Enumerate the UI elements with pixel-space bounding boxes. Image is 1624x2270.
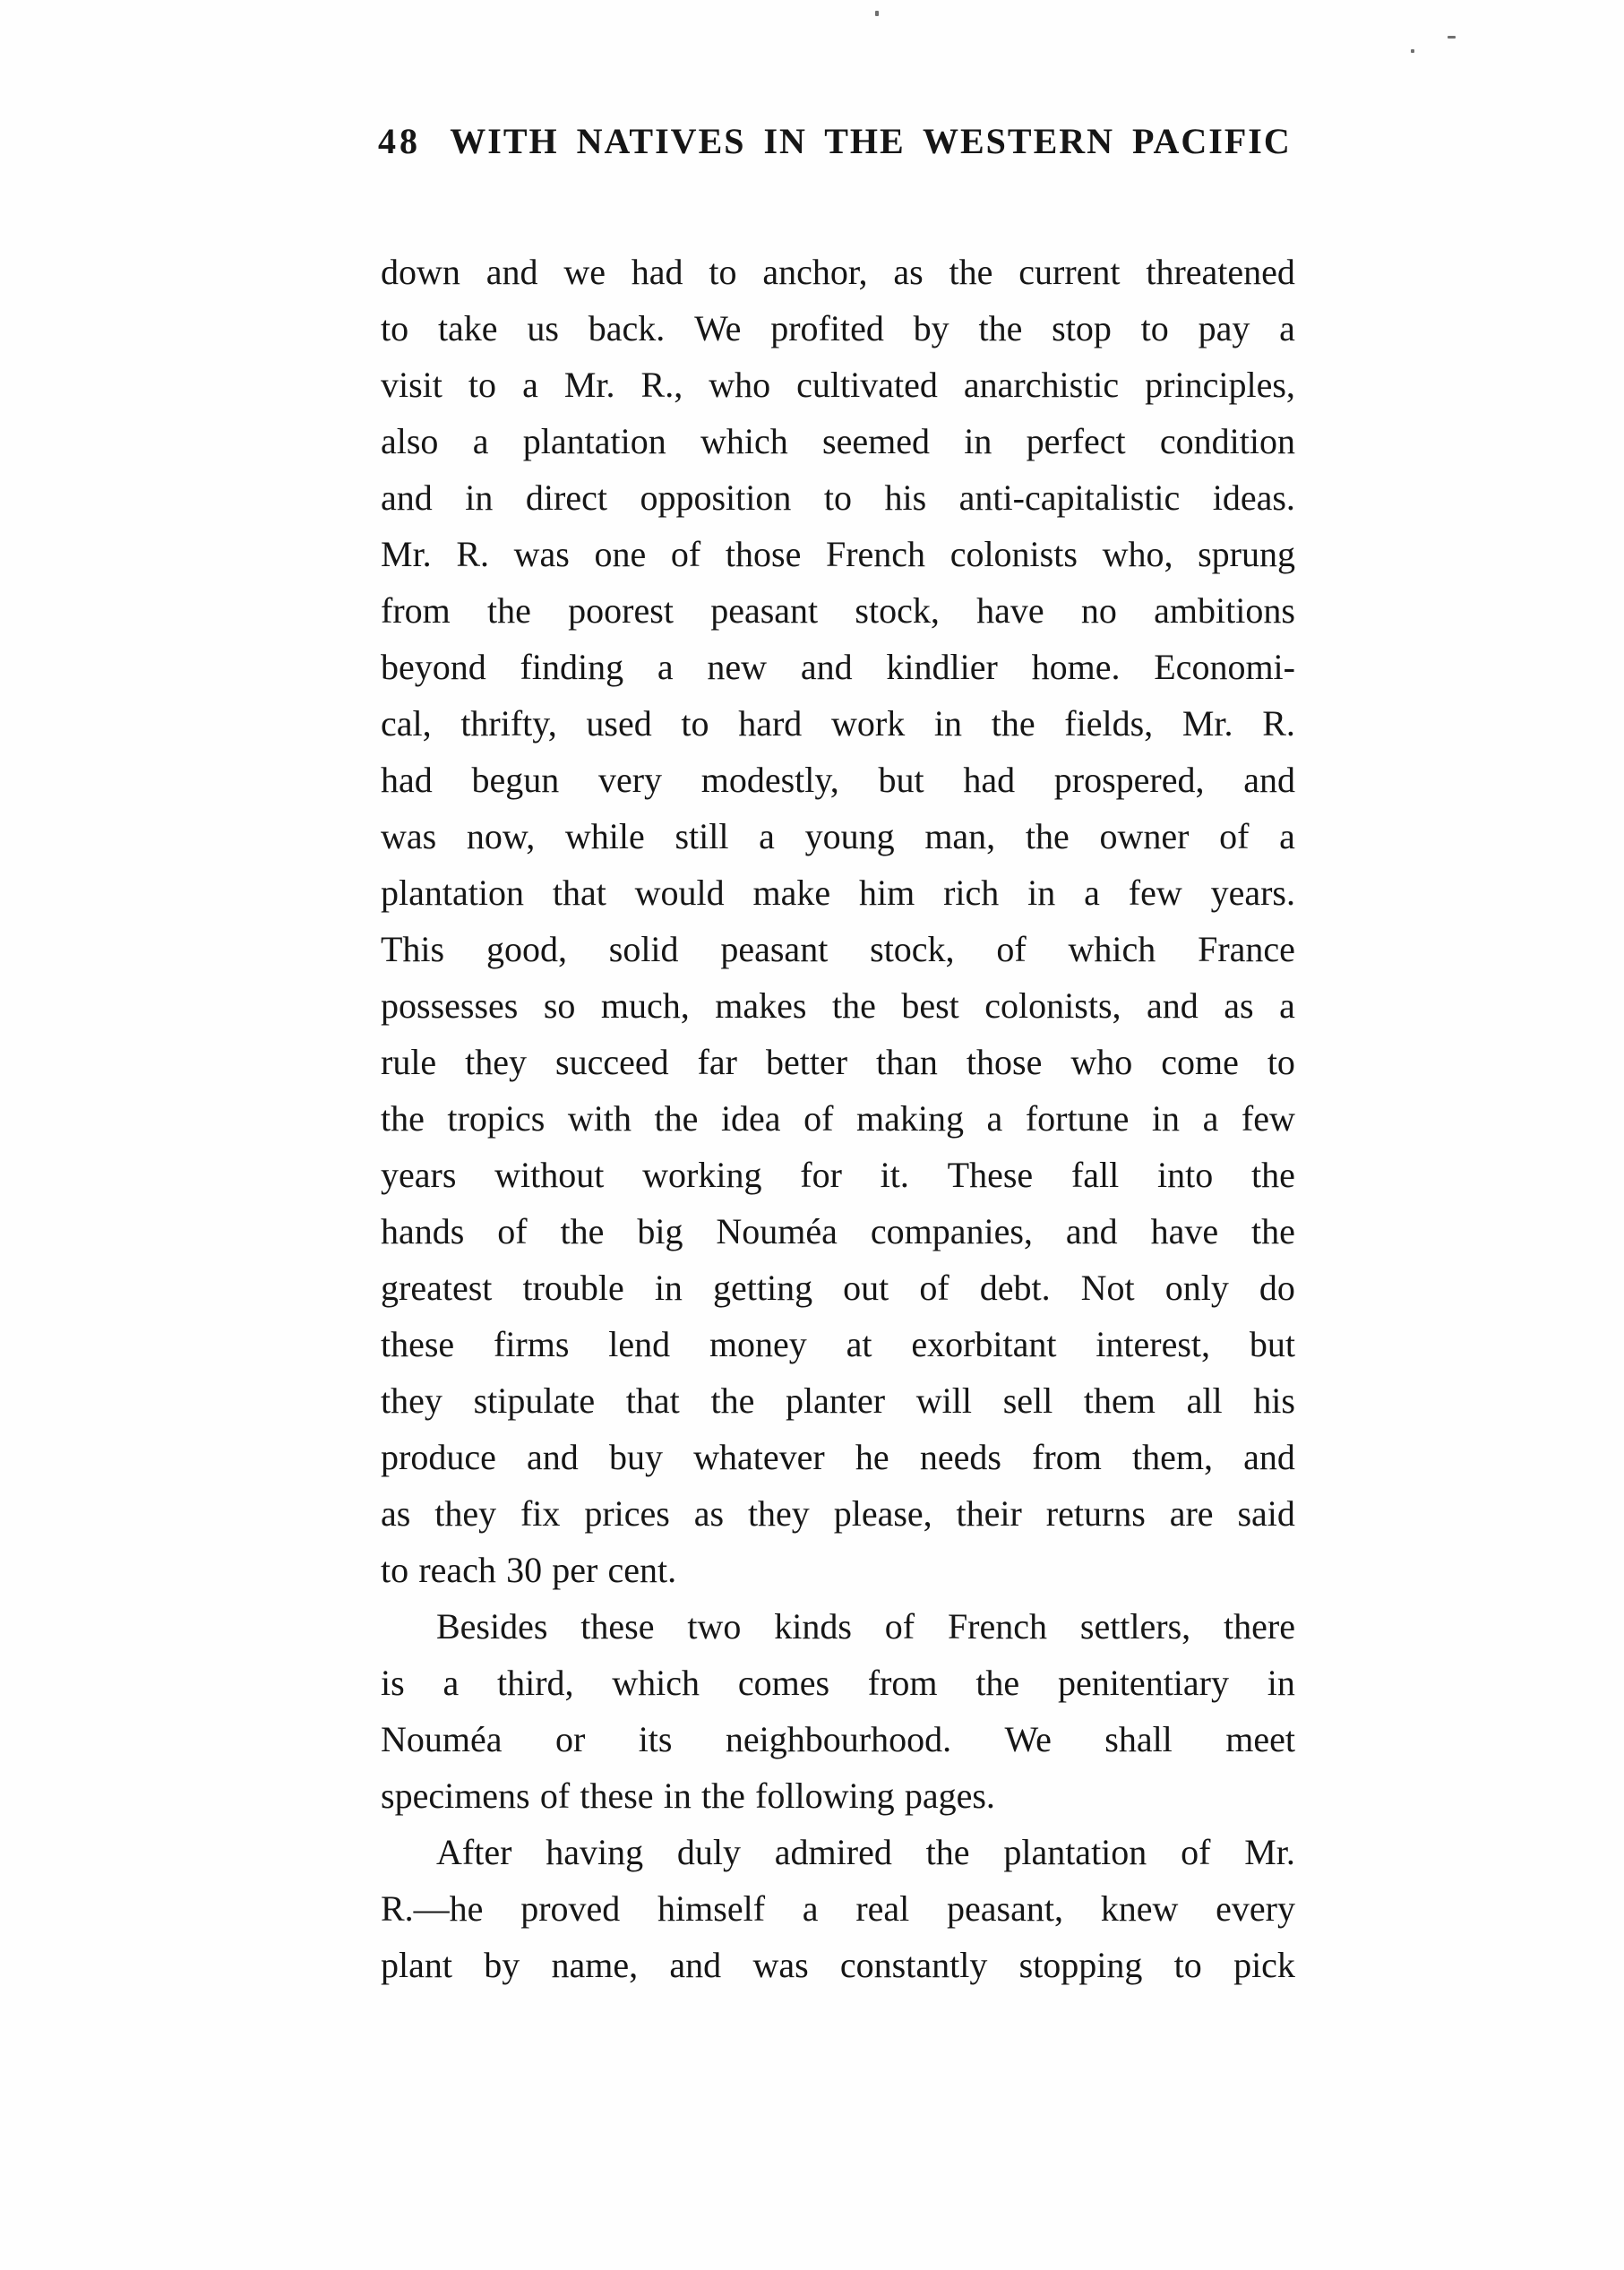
text-line: and in direct opposition to his anti-capitalistic ideas.: [381, 477, 1295, 518]
text-line: visit to a Mr. R., who cultivated anarchistic principles,: [381, 365, 1295, 405]
scan-speck: [875, 11, 879, 16]
text-line: is a third, which comes from the penitentiary in: [381, 1663, 1295, 1703]
text-line: also a plantation which seemed in perfect condition: [381, 421, 1295, 461]
text-line: as they fix prices as they please, their returns are said: [381, 1493, 1295, 1534]
text-line: they stipulate that the planter will sell them all his: [381, 1380, 1295, 1421]
text-line: Nouméa or its neighbourhood. We shall meet: [381, 1719, 1295, 1759]
text-line: plant by name, and was constantly stopping to pick: [381, 1945, 1295, 1985]
running-title: WITH NATIVES IN THE WESTERN PACIFIC: [450, 121, 1292, 161]
text-line: to reach 30 per cent.: [381, 1550, 677, 1590]
text-line: was now, while still a young man, the owner of a: [381, 816, 1295, 856]
text-block: [381, 244, 1295, 1993]
text-line: cal, thrifty, used to hard work in the fields, Mr. R.: [381, 703, 1295, 744]
text-line: Besides these two kinds of French settlers, there: [436, 1606, 1295, 1647]
paragraph: [381, 1824, 1295, 1993]
text-line: beyond finding a new and kindlier home. Economi-: [381, 647, 1295, 687]
text-line: R.—he proved himself a real peasant, knew every: [381, 1888, 1295, 1929]
text-line: to take us back. We profited by the stop to pay a: [381, 308, 1295, 348]
text-line: years without working for it. These fall into the: [381, 1155, 1295, 1195]
page-number: 48: [378, 121, 421, 161]
text-line: possesses so much, makes the best colonists, and as a: [381, 985, 1295, 1026]
paragraph: [381, 1598, 1295, 1824]
text-line: these firms lend money at exorbitant interest, but: [381, 1324, 1295, 1364]
text-line: greatest trouble in getting out of debt. Not only do: [381, 1268, 1295, 1308]
text-line: This good, solid peasant stock, of which France: [381, 929, 1295, 969]
scan-speck: [1448, 36, 1456, 39]
scan-speck: [1411, 49, 1414, 53]
text-line: After having duly admired the plantation of Mr.: [436, 1832, 1295, 1872]
text-line: plantation that would make him rich in a few years.: [381, 873, 1295, 913]
page-header: [378, 118, 1295, 165]
text-line: hands of the big Nouméa companies, and have the: [381, 1211, 1295, 1251]
text-line: had begun very modestly, but had prospered, and: [381, 760, 1295, 800]
paragraph: [381, 244, 1295, 1598]
text-line: the tropics with the idea of making a fortune in a few: [381, 1098, 1295, 1139]
text-line: produce and buy whatever he needs from them, and: [381, 1437, 1295, 1477]
text-line: specimens of these in the following pages.: [381, 1776, 995, 1816]
text-line: down and we had to anchor, as the current threatened: [381, 252, 1295, 292]
text-line: rule they succeed far better than those who come to: [381, 1042, 1295, 1082]
text-line: Mr. R. was one of those French colonists who, sprung: [381, 534, 1295, 574]
text-line: from the poorest peasant stock, have no ambitions: [381, 590, 1295, 631]
